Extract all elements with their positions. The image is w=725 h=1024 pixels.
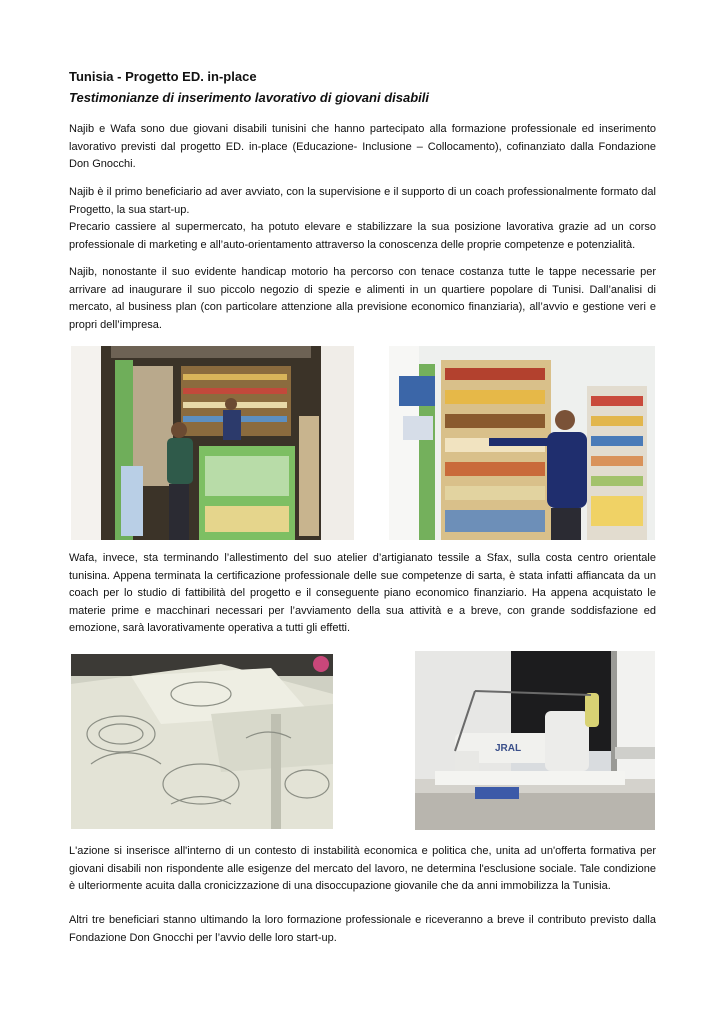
paragraph-other-beneficiaries: Altri tre beneficiari stanno ultimando la loro formazione professionale e riceveranno a breve il contributo previsto dalla Fondazione Don Gnocchi per l’avvio delle loro start-up. xyxy=(69,914,656,944)
photo-embroidered-linens xyxy=(71,654,333,829)
photo-sewing-machine xyxy=(415,651,655,830)
photo-shop-entrance xyxy=(71,346,354,540)
paragraph-najib-career: Precario cassiere al supermercato, ha potuto elevare e stabilizzare la sua posizione lavorativa grazie ad un corso professionale di marketing e all’auto-orientamento attraverso la conoscenza delle proprie competenze e potenzialità. xyxy=(69,221,656,251)
paragraph-najib-startup: Najib è il primo beneficiario ad aver avviato, con la supervisione e il supporto di un coach professionalmente formato dal Progetto, la sua start-up. xyxy=(69,186,656,216)
document-subtitle: Testimonianze di inserimento lavorativo di giovani disabili xyxy=(69,90,429,105)
machine-brand-label: JRAL xyxy=(495,743,522,754)
photo-shop-shelves xyxy=(389,346,655,540)
paragraph-najib-shop: Najib, nonostante il suo evidente handicap motorio ha percorso con tenace costanza tutte le tappe necessarie per arrivare ad inaugurare il suo piccolo negozio di spezie e alimenti in un quartiere popolare di Tunisi. Dall’analisi di mercato, al business plan (con particolare attenzione alla previsione economico finanziaria), all’avvio e gestione veri e propri dell’impresa. xyxy=(69,266,656,331)
document-title: Tunisia - Progetto ED. in-place xyxy=(69,69,257,84)
paragraph-context: L'azione si inserisce all'interno di un contesto di instabilità economica e politica che, unita ad un'offerta formativa per giovani disabili non rispondente alle esigenze del mercato del lavoro, ne determina l'esclusione sociale. Tale condizione è ulteriormente acuita dalla cronicizzazione di una disoccupazione giovanile che da anni immobilizza la Tunisia. xyxy=(69,845,656,892)
paragraph-wafa: Wafa, invece, sta terminando l’allestimento del suo atelier d’artigianato tessile a Sfax, sulla costa centro orientale tunisina. Appena terminata la certificazione professionale delle sue competenze di sarta, è stata infatti affiancata da un coach per lo studio di fattibilità del progetto e il conseguente piano economico finanziario. Ha appena acquistato le materie prime e macchinari necessari per l’avviamento della sua attività e a breve, con grande soddisfazione ed emozione, sarà lavorativamente operativa a tutti gli effetti. xyxy=(69,552,656,634)
paragraph-intro: Najib e Wafa sono due giovani disabili tunisini che hanno partecipato alla formazione professionale ed inserimento lavorativo previsti dal progetto ED. in-place (Educazione- Inclusione – Collocamento), cofinanziato dalla Fondazione Don Gnocchi. xyxy=(69,123,656,170)
